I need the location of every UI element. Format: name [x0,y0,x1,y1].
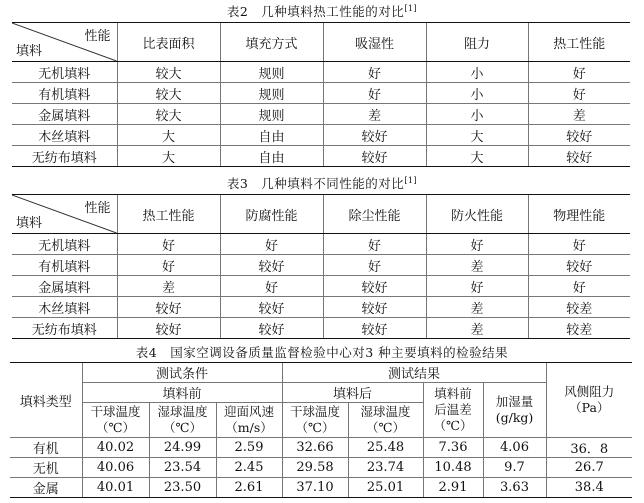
table-cell: 小 [426,83,528,104]
table-cell: 好 [426,276,528,297]
table-cell: 25.01 [348,478,423,498]
table-cell: 较好 [528,125,630,146]
table-cell: 好 [323,234,426,255]
table-row [12,104,630,125]
table2-header: 阻力 [426,23,528,62]
table-cell: 金属 [10,478,82,498]
table-cell: 40.01 [82,478,149,498]
table-cell: 小 [426,104,528,125]
table-cell: 4.06 [483,438,546,458]
table-row [10,438,632,458]
table3-corner-top: 性能 [84,201,111,216]
table-cell: 25.48 [348,438,423,458]
table-cell: 较大 [117,83,220,104]
table-cell: 好 [220,276,323,297]
table2-header: 热工性能 [528,23,630,62]
table-cell: 29.58 [282,458,348,478]
temp-diff-unit: （℃） [433,418,473,433]
table3-header: 除尘性能 [323,195,426,234]
table-cell: 较大 [117,104,220,125]
col-header-label: 湿球温度 [360,404,411,419]
table-cell: 小 [426,62,528,83]
table2-caption-text: 表2 几种填料热工性能的对比 [226,4,405,19]
table-row [12,255,630,276]
table-cell: 较差 [528,297,630,318]
table-cell: 有机 [10,438,82,458]
table-cell: 好 [323,62,426,83]
table-cell: 好 [323,83,426,104]
table3-header: 物理性能 [528,195,630,234]
table4-header-row-2 [10,383,632,403]
humidification-label: 加湿量 [495,394,534,409]
table-cell: 32.66 [282,438,348,458]
table-cell: 有机填料 [12,83,117,104]
table-cell: 较好 [220,318,323,339]
table-cell: 23.74 [348,458,423,478]
table3-corner-bottom: 填料 [16,216,43,231]
table4-col-header [282,403,348,438]
table-cell: 大 [426,146,528,167]
temp-diff-label-1: 填料前 [434,386,472,401]
table-row [10,478,632,498]
table-cell: 大 [117,146,220,167]
col-header-label: 干球温度 [289,404,340,419]
table-cell: 木丝填料 [12,125,117,146]
table3-header: 防腐性能 [220,195,323,234]
table2-caption [0,2,644,20]
table-cell: 26.7 [546,458,632,478]
table-cell: 7.36 [423,438,483,458]
table4-col-header [82,403,149,438]
table2-header: 比表面积 [117,23,220,62]
table-cell: 无纺布填料 [12,318,117,339]
table-cell: 规则 [220,104,323,125]
table2-header-row [12,23,630,62]
table3-header: 防火性能 [426,195,528,234]
table4-caption-text: 表4 国家空调设备质量监督检验中心对3 种主要填料的检验结果 [135,345,509,360]
temp-diff-label-2: 后温差 [434,402,472,417]
table-cell: 有机填料 [12,255,117,276]
table-cell: 较好 [117,318,220,339]
table-cell: 自由 [220,146,323,167]
table-cell: 规则 [220,83,323,104]
table-cell: 较差 [528,318,630,339]
table-cell: 大 [426,125,528,146]
table3-header: 热工性能 [117,195,220,234]
table2-corner-cell [12,23,117,62]
table-row [12,146,630,167]
table-cell: 无机填料 [12,62,117,83]
table-cell: 好 [117,255,220,276]
col-header-label: 湿球温度 [157,404,208,419]
table-cell: 37.10 [282,478,348,498]
table-cell: 2.59 [216,438,282,458]
table-cell: 好 [528,83,630,104]
col-header-unit: （℃） [295,420,335,435]
table-cell: 自由 [220,125,323,146]
table-cell: 无机 [10,458,82,478]
table4-type-header: 填料类型 [10,363,82,438]
table-cell: 23.54 [149,458,216,478]
table-row [12,125,630,146]
table-cell: 较好 [117,297,220,318]
table-cell: 大 [117,125,220,146]
table3-caption-text: 表3 几种填料不同性能的对比 [226,176,405,191]
table-cell: 金属填料 [12,104,117,125]
table4-caption [0,343,644,361]
table-cell: 好 [528,234,630,255]
col-header-unit: （℃） [163,420,202,435]
table3 [12,194,630,339]
table-cell: 较好 [323,318,426,339]
table-cell: 差 [528,104,630,125]
table2-corner-top: 性能 [84,29,111,44]
table-cell: 2.91 [423,478,483,498]
resistance-unit: （Pa） [569,400,610,415]
table-cell: 36．8 [546,438,632,458]
table-row [12,234,630,255]
table-cell: 9.7 [483,458,546,478]
table4-humidification-header [483,383,546,438]
table-cell: 无纺布填料 [12,146,117,167]
resistance-label: 风侧阻力 [564,384,615,399]
table-cell: 2.45 [216,458,282,478]
table2-header: 填充方式 [220,23,323,62]
table4 [10,362,632,498]
table-cell: 差 [117,276,220,297]
table-cell: 好 [117,234,220,255]
table-cell: 好 [323,255,426,276]
table4-temp-diff-header [423,383,483,438]
table-row [10,458,632,478]
col-header-label: 迎面风速 [223,404,274,419]
col-header-label: 干球温度 [90,404,141,419]
table-cell: 38.4 [546,478,632,498]
table-cell: 较好 [323,297,426,318]
table-cell: 差 [426,297,528,318]
table-cell: 差 [426,318,528,339]
table-cell: 较好 [528,146,630,167]
table2 [12,22,630,167]
table4-header-row-1 [10,363,632,383]
table4-conditions-header: 测试条件 [82,363,282,383]
table3-reference: [1] [404,175,418,185]
table-cell: 木丝填料 [12,297,117,318]
table-cell: 40.06 [82,458,149,478]
table4-col-header [348,403,423,438]
table-row [12,83,630,104]
table-row [12,297,630,318]
table-cell: 较大 [117,62,220,83]
table-cell: 40.02 [82,438,149,458]
table-cell: 24.99 [149,438,216,458]
col-header-unit: （℃） [96,420,135,435]
table-cell: 较好 [220,297,323,318]
col-header-unit: （℃） [366,420,405,435]
table-cell: 好 [426,234,528,255]
table-cell: 无机填料 [12,234,117,255]
table-cell: 较好 [528,255,630,276]
table4-col-header [216,403,282,438]
table3-header-row [12,195,630,234]
table-cell: 规则 [220,62,323,83]
col-header-unit: （m/s） [225,420,273,435]
table4-before-header: 填料前 [82,383,282,403]
table-cell: 差 [426,255,528,276]
table-cell: 23.50 [149,478,216,498]
table-cell: 2.61 [216,478,282,498]
table-row [12,276,630,297]
table4-after-header: 填料后 [282,383,423,403]
table-row [12,318,630,339]
table-cell: 好 [528,62,630,83]
table-row [12,62,630,83]
table3-corner-cell [12,195,117,234]
table-cell: 较好 [220,255,323,276]
table2-corner-bottom: 填料 [16,44,43,59]
humidification-unit: (g/kg) [495,410,534,425]
table-cell: 较好 [323,276,426,297]
table-cell: 好 [220,234,323,255]
table4-results-header: 测试结果 [282,363,546,383]
table2-reference: [1] [404,3,418,13]
table2-header: 吸湿性 [323,23,426,62]
table4-col-header [149,403,216,438]
table-cell: 较好 [323,146,426,167]
table-cell: 金属填料 [12,276,117,297]
table-cell: 差 [323,104,426,125]
table4-resistance-header [546,363,632,438]
table-cell: 好 [528,276,630,297]
table-cell: 10.48 [423,458,483,478]
table3-caption [0,174,644,192]
table-cell: 3.63 [483,478,546,498]
table-cell: 较好 [323,125,426,146]
